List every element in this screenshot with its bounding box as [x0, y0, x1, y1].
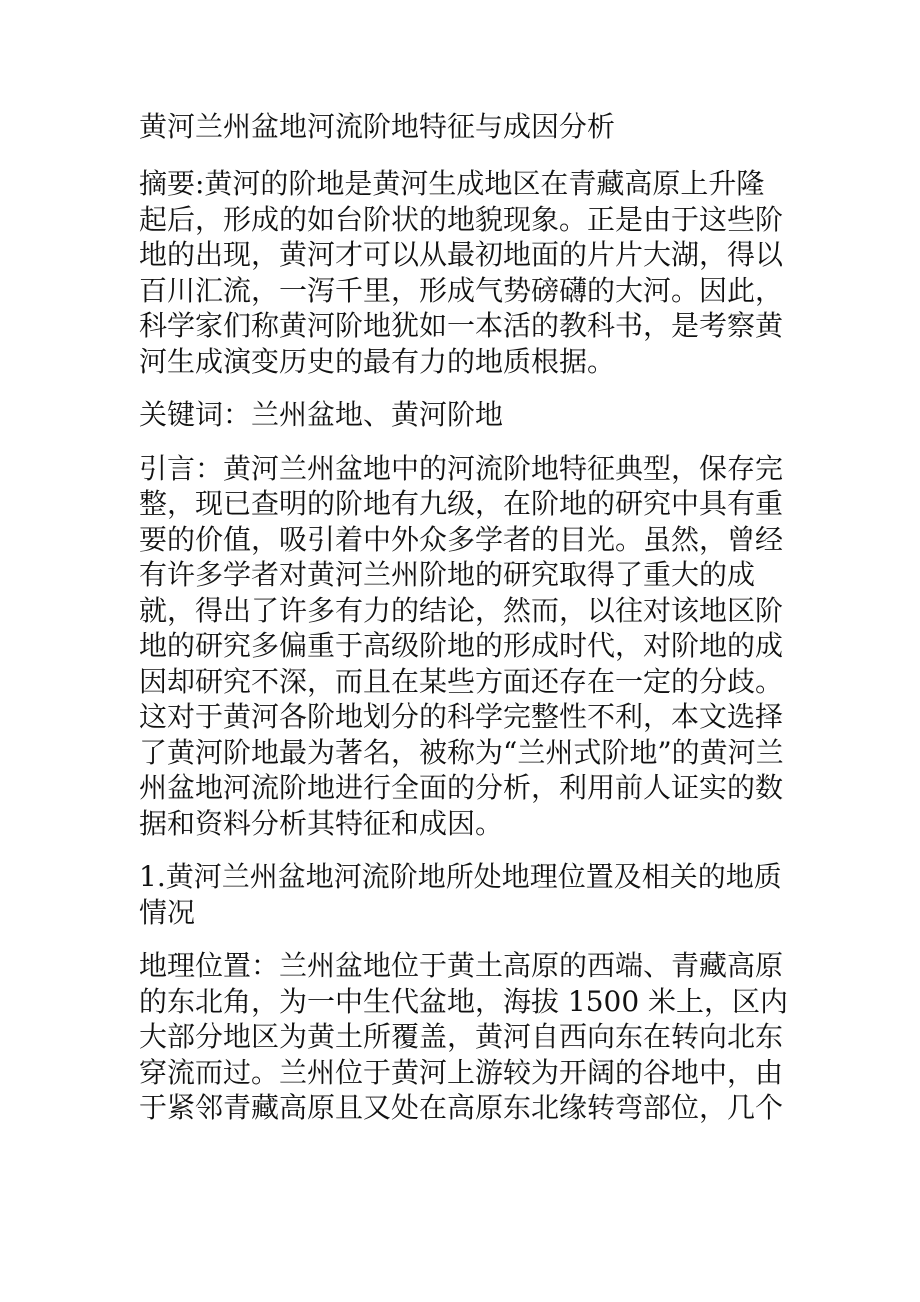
abstract-paragraph: 摘要:黄河的阶地是黄河生成地区在青藏高原上升隆起后，形成的如台阶状的地貌现象。正是由于这些阶地的出现，黄河才可以从最初地面的片片大湖，得以百川汇流，一泻千里，形成气势磅礴的大河。因此，科学家们称黄河阶地犹如一本活的教科书，是考察黄河生成演变历史的最有力的地质根据。: [139, 167, 784, 378]
section-1-heading: 1.黄河兰州盆地河流阶地所处地理位置及相关的地质情况: [139, 860, 782, 929]
introduction-paragraph: 引言：黄河兰州盆地中的河流阶地特征典型，保存完整，现已查明的阶地有九级，在阶地的研究中具有重要的价值，吸引着中外众多学者的目光。虽然，曾经有许多学者对黄河兰州阶地的研究取得了重大的成就，得出了许多有力的结论，然而，以往对该地区阶地的研究多偏重于高级阶地的形成时代，对阶地的成因却研究不深，而且在某些方面还存在一定的分歧。这对于黄河各阶地划分的科学完整性不利，本文选择了黄河阶地最为著名，被称为“兰州式阶地”的黄河兰州盆地河流阶地进行全面的分析，利用前人证实的数据和资料分析其特征和成因。: [139, 451, 784, 840]
document-body: [139, 108, 789, 1126]
keywords-paragraph: 关键词：兰州盆地、黄河阶地: [139, 398, 504, 431]
document-title: 黄河兰州盆地河流阶地特征与成因分析: [139, 110, 616, 143]
section-1-paragraph: 地理位置：兰州盆地位于黄土高原的西端、青藏高原的东北角，为一中生代盆地，海拔 1500 米上，区内大部分地区为黄土所覆盖，黄河自西向东在转向北东穿流而过。兰州位于黄河上游较为开阔的谷地中，由于紧邻青藏高原且又处在高原东北缘转弯部位，几个: [139, 949, 789, 1124]
